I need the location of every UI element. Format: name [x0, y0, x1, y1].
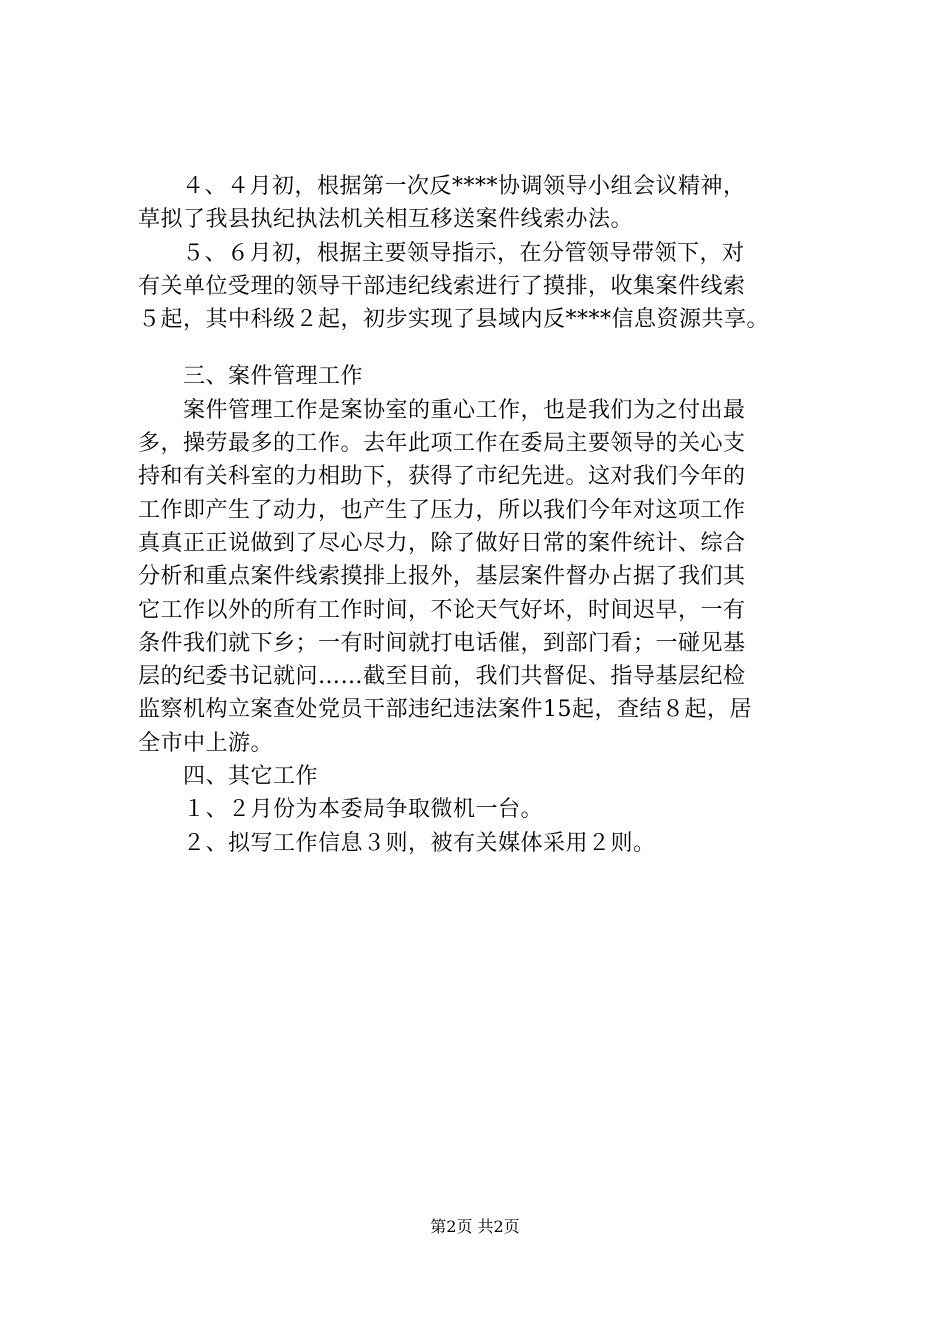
- text-line: ４、４月初，根据第一次反****协调领导小组会议精神，: [182, 174, 746, 199]
- text-line: 工作即产生了动力，也产生了压力，所以我们今年对这项工作: [138, 497, 746, 523]
- list-other-work: [138, 793, 858, 860]
- paragraph-case-management: [138, 394, 858, 760]
- list-item: ２、拟写工作信息３则，被有关媒体采用２则。: [183, 830, 656, 856]
- text-line: 它工作以外的所有工作时间，不论天气好坏，时间迟早，一有: [138, 597, 746, 623]
- text-line: ５、６月初，根据主要领导指示，在分管领导带领下，对: [182, 240, 745, 266]
- text-line: 有关单位受理的领导干部违纪线索进行了摸排，收集案件线索: [138, 273, 746, 299]
- paragraph-item-4: [138, 170, 858, 237]
- text-line: 真真正正说做到了尽心尽力，除了做好日常的案件统计、综合: [138, 530, 746, 556]
- text-line: 草拟了我县执纪执法机关相互移送案件线索办法。: [138, 207, 634, 233]
- text-line: 层的纪委书记就问……截至目前，我们共督促、指导基层纪检: [138, 664, 746, 690]
- document-body: [138, 170, 858, 860]
- text-line: 多，操劳最多的工作。去年此项工作在委局主要领导的关心支: [138, 431, 746, 457]
- text-line: 持和有关科室的力相助下，获得了市纪先进。这对我们今年的: [138, 464, 746, 490]
- list-item: １、２月份为本委局争取微机一台。: [183, 797, 544, 823]
- text-line: 案件管理工作是案协室的重心工作，也是我们为之付出最: [183, 397, 746, 423]
- paragraph-gap: [138, 336, 858, 360]
- text-line: 分析和重点案件线索摸排上报外，基层案件督办占据了我们其: [138, 564, 746, 590]
- paragraph-item-5: [138, 237, 858, 337]
- text-line: 监察机构立案查处党员干部违纪违法案件15起，查结８起，居: [138, 697, 752, 723]
- text-line: 全市中上游。: [138, 730, 274, 756]
- text-line: ５起，其中科级２起，初步实现了县域内反****信息资源共享。: [138, 307, 770, 333]
- section-heading-case-management: 三、案件管理工作: [183, 364, 364, 390]
- page-footer: 第2页 共2页: [430, 1217, 520, 1236]
- section-heading-other-work: 四、其它工作: [183, 764, 319, 790]
- text-line: 条件我们就下乡；一有时间就打电话催，到部门看；一碰见基: [138, 630, 746, 656]
